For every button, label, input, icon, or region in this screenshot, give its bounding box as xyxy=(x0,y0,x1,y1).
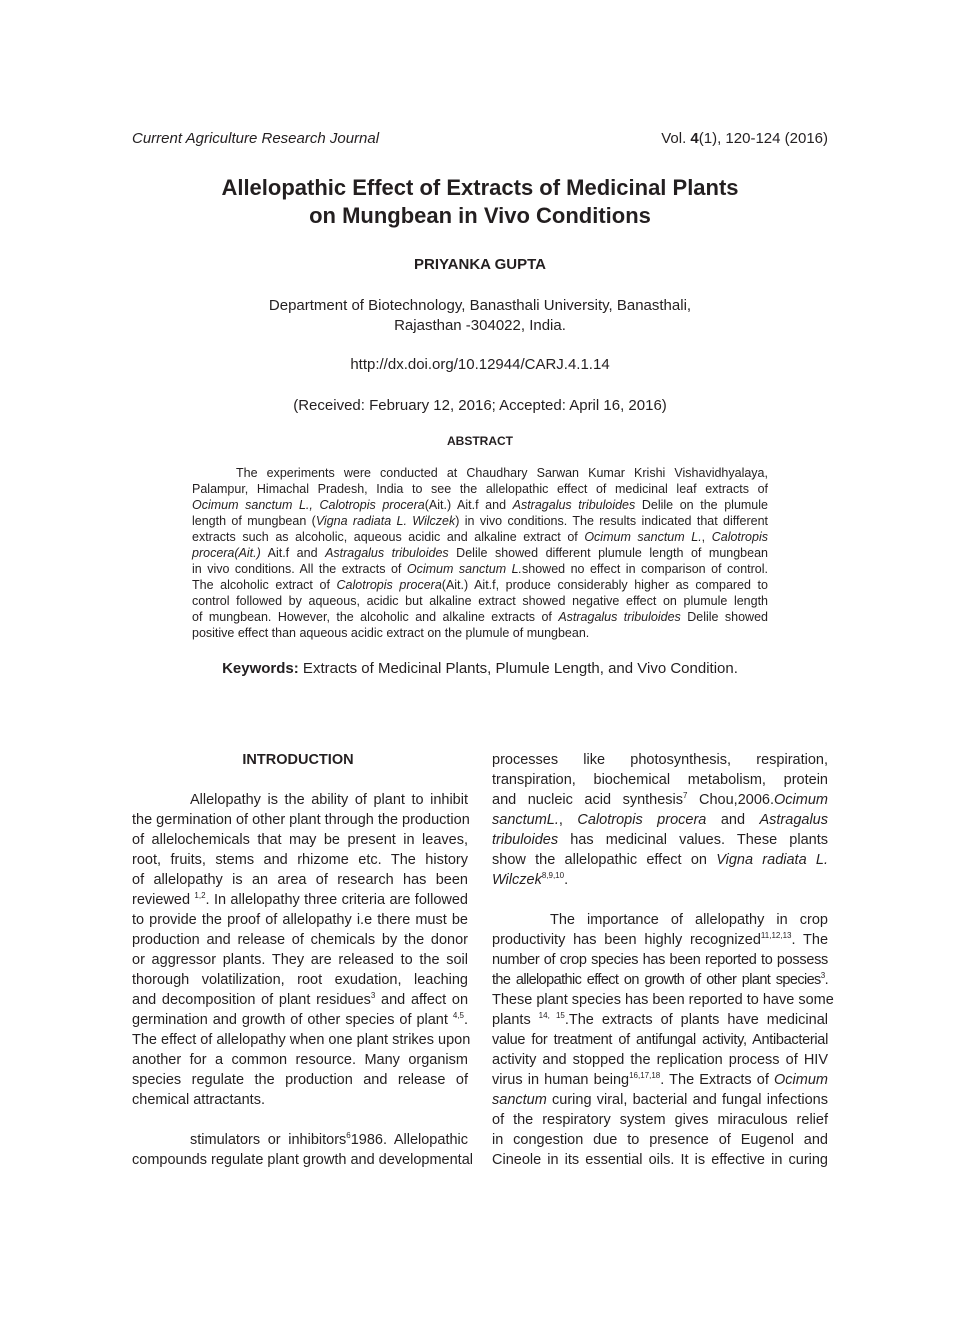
paragraph-gap xyxy=(492,890,828,910)
body-line: of the respiratory system gives miraculous relief xyxy=(492,1112,828,1128)
right-column xyxy=(492,750,834,1170)
abstract-heading: ABSTRACT xyxy=(447,434,513,448)
body-line: or aggressor plants. They are released to the soil xyxy=(132,952,468,968)
body-line: transpiration, biochemical metabolism, protein xyxy=(492,772,828,788)
body-line: Allelopathy is the ability of plant to inhibit xyxy=(190,792,468,808)
introduction-heading: INTRODUCTION xyxy=(242,752,354,768)
body-line: The importance of allelopathy in crop xyxy=(550,912,828,928)
body-line: of allelopathy is an area of research has been xyxy=(132,872,468,888)
title-line-1: Allelopathic Effect of Extracts of Medicinal Plants xyxy=(221,175,739,200)
body-line: sanctum curing viral, bacterial and fungal infections xyxy=(492,1092,828,1108)
body-line: show the allelopathic effect on Vigna radiata L. xyxy=(492,852,829,868)
affiliation-line-1: Department of Biotechnology, Banasthali University, Banasthali, xyxy=(268,297,692,314)
body-line: stimulators or inhibitors$^6$1986. Allelopathic xyxy=(190,1131,469,1148)
body-line: to provide the proof of allelopathy i.e there must be xyxy=(132,912,468,928)
abstract-line: in vivo conditions. All the extracts of Ocimum sanctum L.showed no effect in comparison of control. xyxy=(192,562,768,576)
body-line: and decomposition of plant residues$^3$ and affect on xyxy=(132,991,469,1008)
body-line: root, fruits, stems and rhizome etc. The history xyxy=(132,852,468,868)
paper-title xyxy=(150,174,810,230)
body-line: the allelopathic effect on growth of other plant species$^3$. xyxy=(492,971,828,988)
paragraph-gap xyxy=(132,1110,468,1130)
body-line: reviewed $^{1,2}$. In allelopathy three criteria are followed xyxy=(132,891,468,908)
body-line: virus in human being$^{16,17,18}$. The Extracts of Ocimum xyxy=(492,1071,828,1088)
author: PRIYANKA GUPTA xyxy=(414,256,546,273)
abstract-line: Palampur, Himachal Pradesh, India to see the allelopathic effect of medicinal leaf extracts of xyxy=(192,482,768,496)
volume-info: Vol. 4(1), 120-124 (2016) xyxy=(661,130,828,147)
body-line: germination and growth of other species of plant $^{4,5}$. xyxy=(132,1011,468,1028)
body-line: These plant species has been reported to have some xyxy=(492,992,834,1008)
body-line: production and release of chemicals by the donor xyxy=(132,932,468,948)
body-line: another for a common resource. Many organism xyxy=(132,1052,468,1068)
body-line: in congestion due to presence of Eugenol and xyxy=(492,1132,828,1148)
left-column xyxy=(132,750,473,1170)
body-line: plants $^{14, 15}$.The extracts of plants have medicinal xyxy=(492,1011,828,1028)
body-line: and nucleic acid synthesis$^7$ Chou,2006.Ocimum xyxy=(492,791,828,808)
affiliation xyxy=(0,296,960,336)
affiliation-line-2: Rajasthan -304022, India. xyxy=(394,317,566,334)
abstract-line: length of mungbean (Vigna radiata L. Wilczek) in vivo conditions. The results indicated that different xyxy=(192,514,768,528)
abstract-line: The experiments were conducted at Chaudhary Sarwan Kumar Krishi Vishavidhyalaya, xyxy=(236,466,768,480)
abstract-line: The alcoholic extract of Calotropis procera(Ait.) Ait.f, produce considerably higher as compared to xyxy=(192,578,768,592)
keywords-label: Keywords: xyxy=(222,660,299,677)
abstract-line: procera(Ait.) Ait.f and Astragalus tribuloides Delile showed different plumule length of mungbean xyxy=(192,546,768,560)
abstract-line: extracts such as alcoholic, aqueous acidic and alkaline extract of Ocimum sanctum L., Calotropis xyxy=(192,530,768,544)
body-line: of allelochemicals that may be present in leaves, xyxy=(132,832,468,848)
body-line: value for treatment of antifungal activity, Antibacterial xyxy=(492,1032,828,1048)
body-line: the germination of other plant through the production xyxy=(132,812,470,828)
keywords xyxy=(0,660,960,677)
body-line: number of crop species has been reported to possess xyxy=(492,952,828,968)
body-line: Wilczek$^{8,9,10}$. xyxy=(492,871,569,888)
body-line: compounds regulate plant growth and developmental xyxy=(132,1152,473,1168)
body-line: tribuloides has medicinal values. These plants xyxy=(492,832,828,848)
abstract-line: control followed by aqueous, acidic but alkaline extract showed negative effect on plumule length xyxy=(192,594,768,608)
body-line: sanctumL., Calotropis procera and Astragalus xyxy=(492,812,828,828)
received-accepted-dates: (Received: February 12, 2016; Accepted: April 16, 2016) xyxy=(293,397,667,414)
abstract-line: Ocimum sanctum L., Calotropis procera(Ait.) Ait.f and Astragalus tribuloides Delile on the plumule xyxy=(192,498,768,512)
body-line: Cineole in its essential oils. It is effective in curing xyxy=(492,1152,828,1168)
body-line: thorough volatilization, root exudation, leaching xyxy=(132,972,468,988)
body-line: species regulate the production and release of xyxy=(132,1072,468,1088)
body-line: chemical attractants. xyxy=(132,1092,265,1108)
journal-name: Current Agriculture Research Journal xyxy=(132,130,380,147)
body-line: The effect of allelopathy when one plant strikes upon xyxy=(132,1032,471,1048)
doi-link[interactable]: http://dx.doi.org/10.12944/CARJ.4.1.14 xyxy=(350,356,610,373)
body-line: activity and stopped the replication process of HIV xyxy=(492,1052,828,1068)
body-line: processes like photosynthesis, respiration, xyxy=(492,752,828,768)
title-line-2: on Mungbean in Vivo Conditions xyxy=(309,203,651,228)
body-line: productivity has been highly recognized$^{11,12,13}$. The xyxy=(492,931,829,948)
keywords-text: Extracts of Medicinal Plants, Plumule Length, and Vivo Condition. xyxy=(298,660,738,677)
abstract-line: of mungbean. However, the alcoholic and alkaline extracts of Astragalus tribuloides Delile showed xyxy=(192,610,768,624)
abstract-line: positive effect than aqueous acidic extract on the plumule of mungbean. xyxy=(192,626,590,640)
abstract-body xyxy=(192,465,768,641)
